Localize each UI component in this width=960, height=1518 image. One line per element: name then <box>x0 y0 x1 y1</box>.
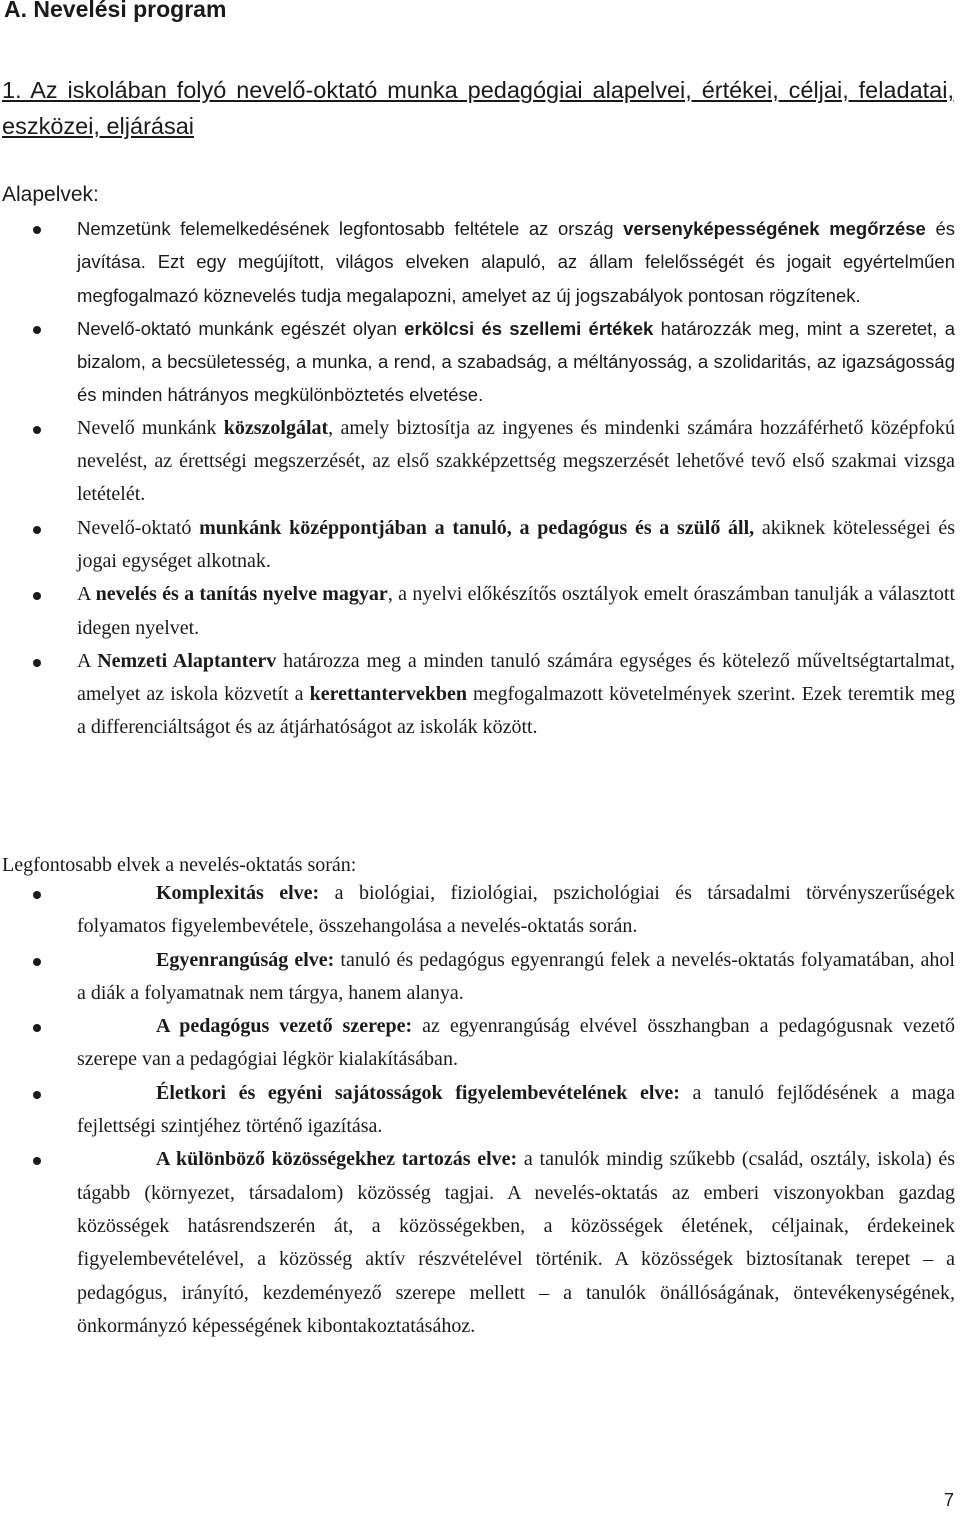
list-item <box>0 1143 955 1343</box>
text-run: Nevelő-oktató munkánk egészét olyan <box>77 317 405 339</box>
text-run: A <box>77 649 98 672</box>
bold-run: közszolgálat <box>223 416 329 439</box>
bold-run: Komplexitás elve: <box>156 882 320 904</box>
bold-run: erkölcsi és szellemi értékek <box>404 317 654 339</box>
elvek-heading: Legfontosabb elvek a nevelés-oktatás során: <box>2 854 357 876</box>
bold-run: Nemzeti Alaptanterv <box>97 649 277 672</box>
list-item <box>0 645 955 745</box>
text-run: akiknek kötelességei és jogai egységet alkotnak. <box>77 516 956 572</box>
bullet-icon <box>33 1091 41 1099</box>
text-run: Nevelő-oktató <box>77 516 200 539</box>
bullet-icon <box>33 326 41 334</box>
bold-run: munkánk középpontjában a tanuló, a pedagógus és a szülő áll, <box>199 516 755 539</box>
page-number: 7 <box>943 1490 954 1510</box>
bold-run: kerettantervekben <box>309 683 467 706</box>
bullet-icon <box>33 592 41 600</box>
text-run: az egyenrangúság elvével összhangban a pedagógusnak vezető szerepe van a pedagógiai légkör kialakításában. <box>77 1015 956 1071</box>
text-run: Nevelő munkánk <box>77 416 224 439</box>
bullet-icon <box>33 526 41 534</box>
text-run: , a nyelvi előkészítős osztályok emelt óraszámban tanulják a választott idegen nyelvet. <box>77 583 955 639</box>
alapelvek-heading: Alapelvek: <box>2 183 99 206</box>
list-item-text <box>77 412 955 512</box>
bold-run: Életkori és egyéni sajátosságok figyelembevételének elve: <box>156 1081 680 1104</box>
list-item <box>0 312 955 412</box>
list-item-text <box>77 1010 955 1077</box>
text-run: tanuló és pedagógus egyenrangú felek a nevelés-oktatás folyamatában, ahol a diák a folyamatnak nem tárgya, hanem alanya. <box>77 948 955 1004</box>
list-item-text <box>77 877 955 944</box>
list-item-text <box>77 212 955 312</box>
bullet-icon <box>33 426 41 434</box>
alapelvek-list <box>0 212 960 745</box>
text-run: határozzák meg, mint a szeretet, a bizalom, a becsületesség, a munka, a rend, a szabadság, a méltányosság, a szolidaritás, az igazságosság és minden hátrányos megkülönböztetés elvetése. <box>77 317 955 406</box>
list-item <box>0 412 955 512</box>
text-run: és javítása. Ezt egy megújított, világos elveken alapuló, az állam felelősségét és jogait egyértelműen megfogalmazó köznevelés tudja megalapozni, amelyet az új jogszabályok pontosan rögzítenek. <box>77 218 956 306</box>
section-heading: A. Nevelési program <box>4 0 227 22</box>
list-item <box>0 944 955 1011</box>
list-item-text <box>77 1077 955 1144</box>
elvek-list <box>0 877 960 1343</box>
bold-run: nevelés és a tanítás nyelve magyar <box>95 583 388 606</box>
text-run: Nemzetünk felemelkedésének legfontosabb feltétele az ország <box>77 218 624 239</box>
text-run: A <box>77 583 96 606</box>
bold-run: A pedagógus vezető szerepe: <box>156 1015 413 1038</box>
bullet-icon <box>33 659 41 667</box>
bold-run: versenyképességének megőrzése <box>623 218 926 239</box>
bold-run: Egyenrangúság elve: <box>156 948 335 971</box>
list-item <box>0 512 955 579</box>
bullet-icon <box>33 1157 41 1165</box>
bullet-icon <box>33 958 41 966</box>
list-item-text <box>77 944 955 1011</box>
list-item-text <box>77 1143 955 1343</box>
list-item-text <box>77 312 955 412</box>
list-item-text <box>77 578 955 645</box>
list-item-text <box>77 645 955 745</box>
text-run: határozza meg a minden tanuló számára egységes és kötelező műveltségtartalmat, amelyet az iskola közvetít a <box>77 649 956 706</box>
text-run: a tanulók mindig szűkebb (család, osztály, iskola) és tágabb (környezet, társadalom) közösség tagjai. A nevelés-oktatás az emberi viszonyokban gazdag közösségek hatásrendszerén át, a közösségekben, a közösségek életének, céljainak, érdekeinek figyelembevételével, a közösség aktív részvételével történik. A közösségek biztosítanak terepet – a pedagógus, irányító, kezdeményező szerepe mellett – a tanulók önállóságának, öntevékenységének, önkormányzó képességének kibontakoztatásához. <box>77 1148 955 1337</box>
list-item <box>0 877 955 944</box>
text-run: a biológiai, fiziológiai, pszichológiai és társadalmi törvényszerűségek folyamatos figyelembevétele, összehangolása a nevelés-oktatás során. <box>77 882 955 938</box>
list-item <box>0 578 955 645</box>
bullet-icon <box>33 226 41 234</box>
subsection-heading: 1. Az iskolában folyó nevelő-oktató munka pedagógiai alapelvei, értékei, céljai, feladatai, eszközei, eljárásai <box>2 77 954 139</box>
text-run: a tanuló fejlődésének a maga fejlettségi szintjéhez történő igazítása. <box>77 1081 955 1138</box>
list-item <box>0 212 955 312</box>
text-run: megfogalmazott követelmények szerint. Ezek teremtik meg a differenciáltságot és az átjárhatóságot az iskolák között. <box>77 683 955 739</box>
list-item-text <box>77 512 955 579</box>
text-run: , amely biztosítja az ingyenes és mindenki számára hozzáférhető középfokú nevelést, az érettségi megszerzését, az első szakképzettség megszerzését lehetővé tevő első szakmai vizsga letételét. <box>77 416 956 506</box>
list-item <box>0 1077 955 1144</box>
bullet-icon <box>33 1024 41 1032</box>
list-item <box>0 1010 955 1077</box>
bullet-icon <box>33 891 41 899</box>
bold-run: A különböző közösségekhez tartozás elve: <box>156 1148 518 1171</box>
